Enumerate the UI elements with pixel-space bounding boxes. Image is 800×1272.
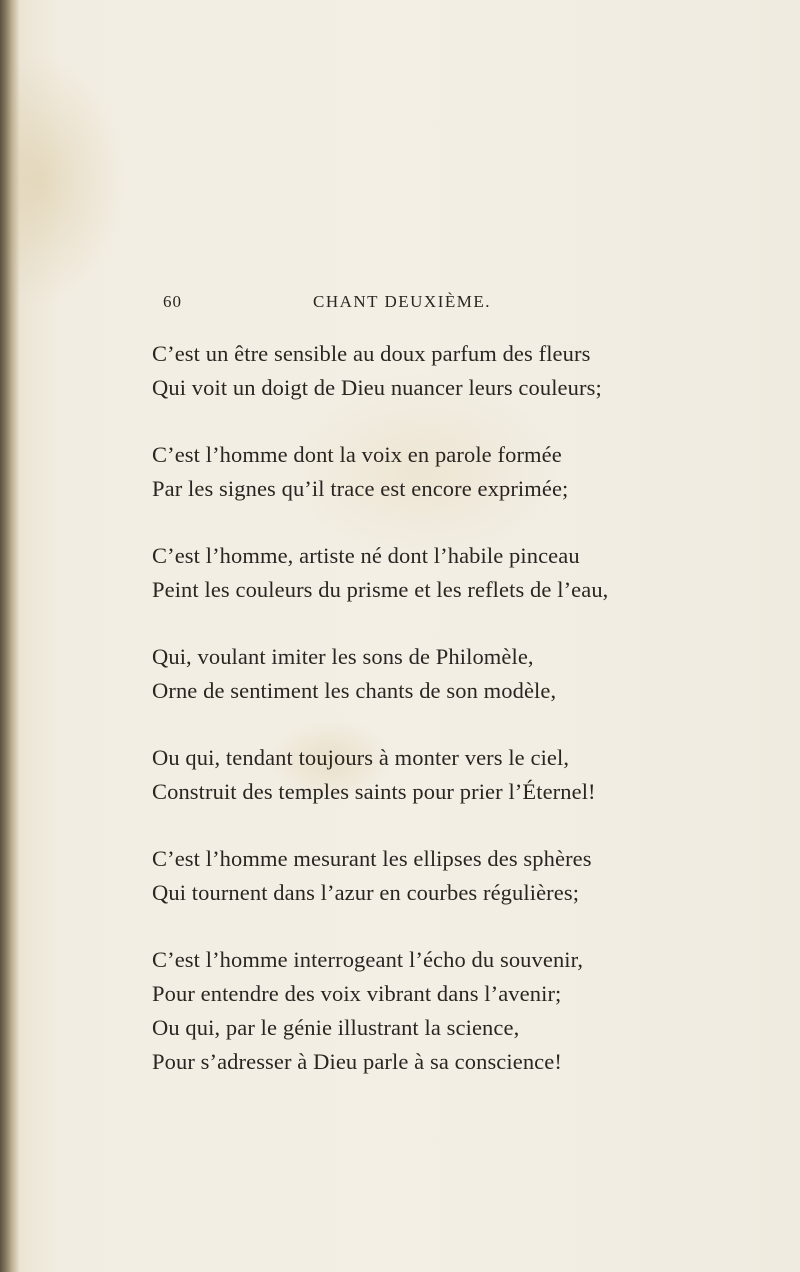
verse-line: C’est un être sensible au doux parfum des fleurs xyxy=(152,341,591,366)
verse-line: Qui voit un doigt de Dieu nuancer leurs couleurs; xyxy=(152,375,602,400)
stanza xyxy=(152,741,652,809)
verse-line: Pour entendre des voix vibrant dans l’avenir; xyxy=(152,981,562,1006)
verse-line: C’est l’homme interrogeant l’écho du souvenir, xyxy=(152,947,584,972)
verse-line: Qui, voulant imiter les sons de Philomèle, xyxy=(152,644,534,669)
verse-line: Peint les couleurs du prisme et les reflets de l’eau, xyxy=(152,577,609,602)
running-header xyxy=(163,292,623,316)
verse-line: Ou qui, par le génie illustrant la science, xyxy=(152,1015,520,1040)
verse-line: Pour s’adresser à Dieu parle à sa conscience! xyxy=(152,1049,562,1074)
verse-line: Par les signes qu’il trace est encore exprimée; xyxy=(152,476,569,501)
stanza xyxy=(152,438,652,506)
verse-line: C’est l’homme dont la voix en parole formée xyxy=(152,442,562,467)
verse-line: Ou qui, tendant toujours à monter vers le ciel, xyxy=(152,745,570,770)
page-binding-edge xyxy=(0,0,20,1272)
stanza xyxy=(152,539,652,607)
poem-body xyxy=(152,337,652,1079)
verse-line: Orne de sentiment les chants de son modèle, xyxy=(152,678,557,703)
stanza xyxy=(152,337,652,405)
verse-line: C’est l’homme mesurant les ellipses des sphères xyxy=(152,846,592,871)
stanza xyxy=(152,943,652,1079)
page-number: 60 xyxy=(163,292,182,311)
verse-line: Construit des temples saints pour prier l’Éternel! xyxy=(152,779,596,804)
running-title: CHANT DEUXIÈME. xyxy=(313,292,492,311)
verse-line: C’est l’homme, artiste né dont l’habile pinceau xyxy=(152,543,580,568)
stanza xyxy=(152,640,652,708)
verse-line: Qui tournent dans l’azur en courbes régulières; xyxy=(152,880,580,905)
stanza xyxy=(152,842,652,910)
